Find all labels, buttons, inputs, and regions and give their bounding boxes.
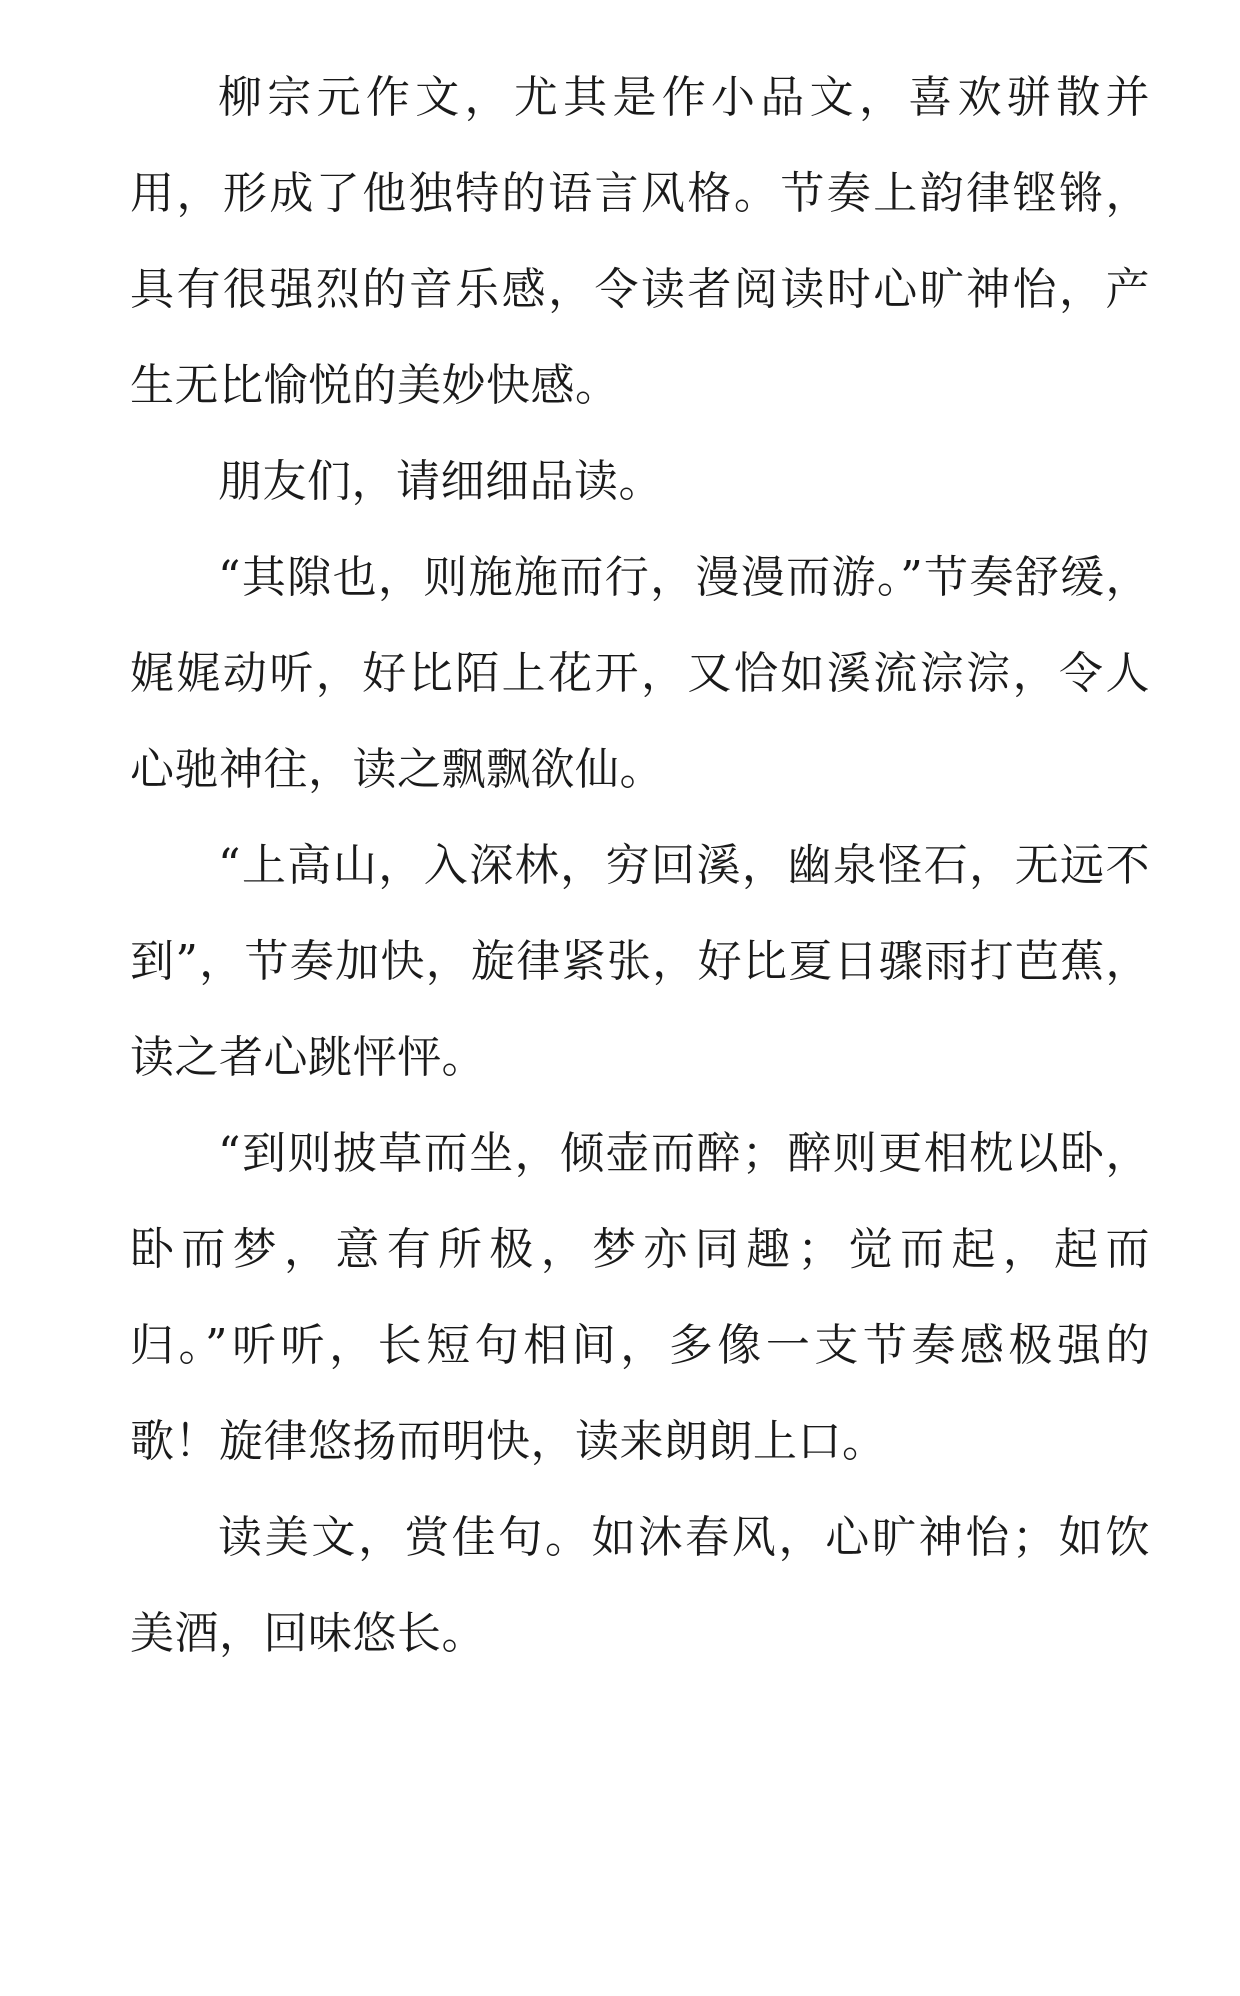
paragraph-quote-slow: “其隙也，则施施而行，漫漫而游。”节奏舒缓，娓娓动听，好比陌上花开，又恰如溪流淙淙，令人心驰神往，读之飘飘欲仙。 <box>130 552 1150 795</box>
paragraph-invitation: 朋友们，请细细品读。 <box>218 456 663 507</box>
paragraph-quote-song: “到则披草而坐，倾壶而醉；醉则更相枕以卧，卧而梦，意有所极，梦亦同趣；觉而起，起而归。”听听，长短句相间，多像一支节奏感极强的歌！旋律悠扬而明快，读来朗朗上口。 <box>130 1128 1150 1467</box>
document-page <box>130 50 1150 1682</box>
paragraph-quote-fast: “上高山，入深林，穷回溪，幽泉怪石，无远不到”，节奏加快，旋律紧张，好比夏日骤雨打芭蕉，读之者心跳怦怦。 <box>130 840 1150 1083</box>
paragraph-conclusion: 读美文，赏佳句。如沐春风，心旷神怡；如饮美酒，回味悠长。 <box>130 1512 1150 1659</box>
paragraph-intro: 柳宗元作文，尤其是作小品文，喜欢骈散并用，形成了他独特的语言风格。节奏上韵律铿锵，具有很强烈的音乐感，令读者阅读时心旷神怡，产生无比愉悦的美妙快感。 <box>130 72 1150 411</box>
